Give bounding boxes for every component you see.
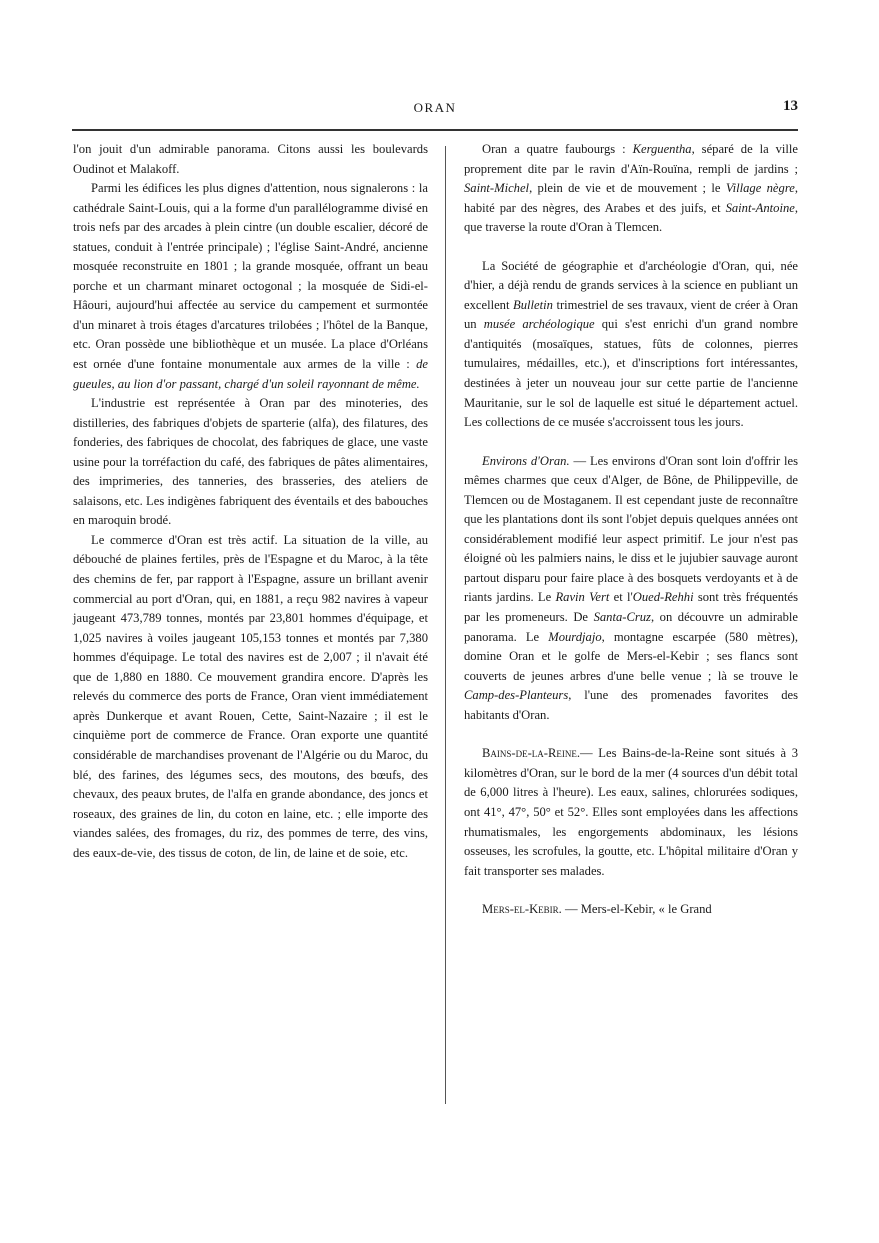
paragraph-panorama: l'on jouit d'un admirable panorama. Citons aussi les boulevards Oudinot et Malakoff. [73,142,428,176]
paragraph-societe [464,257,798,433]
paragraph-faubourgs [464,140,798,238]
italic-place: Santa-Cruz [593,610,651,625]
header-rule [72,129,798,131]
italic-place: Ravin Vert [555,590,610,605]
paragraph-bains [464,744,798,881]
text: trimestriel de ses travaux, vient de créer à Oran un [464,297,798,332]
section-heading-bains: Bains-de-la-Reine. [482,746,581,761]
text: — Mers-el-Kebir, « le Grand [561,902,712,917]
italic-term: Bulletin [513,297,553,312]
paragraph-industrie: L'industrie est représentée à Oran par des minoteries, des distilleries, des fabriques d'objets de sparterie (alfa), des filatures, des fonderies, des fabriques de chocolat, des fabriques de glace, une vaste usine pour la torréfaction du café, des fabriques de pâtes alimentaires, des imprimeries, des tanneries, des brasseries, des ateliers de salaisons, etc. Les indigènes fabriquent des éventails et des babouches en maroquin brodé. [73,396,428,528]
text: , montagne escarpée (580 mètres), domine Oran et le golfe de Mers-el-Kebir ; ses flancs sont couverts de jeunes arbres d'une belle venue ; là se trouve le [464,629,798,683]
section-heading-environs: Environs d'Oran. [482,453,570,468]
text: , que traverse la route d'Oran à Tlemcen. [464,200,798,235]
italic-place: Saint-Antoine [725,200,795,215]
paragraph-commerce: Le commerce d'Oran est très actif. La situation de la ville, au débouché de plaines fertiles, près de l'Espagne et du Maroc, à la tête des chemins de fer, par rapport à l'Espagne, assure un brillant avenir commercial au port d'Oran, qui, en 1881, a reçu 982 navires à vapeur jaugeant 473,789 tonnes, montés par 23,801 hommes d'équipage, et 1,025 navires à voiles jaugeant 105,153 tonnes et montés par 7,380 hommes d'équipage. Le total des navires est de 2,007 ; il n'avait été que de 1,880 en 1880. Ce mouvement grandira encore. D'après les relevés du commerce des ports de France, Oran vient immédiatement après Dunkerque et avant Rouen, Cette, Saint-Nazaire ; il est le cinquième port de commerce de France. Oran exporte une quantité considérable de marchandises provenant de l'Algérie ou du Maroc, du blé, des farines, des légumes secs, des moutons, des bœufs, des chevaux, des peaux brutes, de l'alfa en grande abondance, des joncs et roseaux, des graines de lin, du coton en laine, etc. ; elle importe des viandes salées, des fromages, du riz, des pommes de terre, des vins, des eaux-de-vie, des tissus de coton, de lin, de laine et de soie, etc. [73,532,428,860]
text: — Les Bains-de-la-Reine sont situés à 3 kilomètres d'Oran, sur le bord de la mer (4 sources d'un débit total de 6,000 litres à l'heure). Les eaux, salines, chlorurées sodiques, ont 41°, 47°, 50° et 52°. Elles sont employées dans les affections rhumatismales, les engorgements abdominaux, les lésions osseuses, les scrofules, la goutte, etc. L'hôpital militaire d'Oran y fait transporter ses malades. [464,746,798,878]
text: , l'une des promenades favorites des habitants d'Oran. [464,688,798,722]
running-title: ORAN [413,100,457,115]
italic-place: Mourdjajo [548,629,602,644]
italic-term: musée archéologique [483,317,595,332]
paragraph-environs [464,452,798,726]
italic-place: Oued-Rehhi [632,590,694,605]
text: Oran a quatre faubourgs : [482,142,633,156]
italic-place: Kerguentha [632,142,692,156]
text: , habité par des nègres, des Arabes et des juifs, et [464,181,798,215]
page-number: 13 [783,98,798,114]
text: , plein de vie et de mouvement ; le [529,181,726,196]
text: et l' [609,590,633,605]
paragraph-mers [464,900,798,920]
italic-place: Camp-des-Planteurs [464,688,569,703]
blazon-text: de gueules, au lion d'or passant, chargé d'un soleil rayonnant de même. [73,357,428,391]
column-divider [445,146,446,1104]
paragraph-edifices [73,179,428,394]
section-heading-mers: Mers-el-Kebir. [482,902,562,917]
left-column [73,140,428,863]
text: qui s'est enrichi d'un grand nombre d'antiquités (mosaïques, statues, fûts de colonnes, pierres tumulaires, médailles, etc.), et d'inscriptions fort intéressantes, destinées à jeter un nouveau jour sur cette partie de l'ancienne Mauritanie, sur le sol de laquelle est situé le département actuel. Les collections de ce musée s'accroissent tous les jours. [464,317,798,430]
text: La Société de géographie et d'archéologie d'Oran, qui, née d'hier, a déjà rendu de grands services à la science en publiant un excellent [464,258,798,312]
edifices-text: Parmi les édifices les plus dignes d'attention, nous signalerons : la cathédrale Saint-Louis, qui a la forme d'un parallélogramme divisé en trois nefs par des arcades à plein cintre (un double escalier, décoré de statues, conduit à l'entrée principale) ; l'église Saint-André, ancienne mosquée reconstruite en 1801 ; la grande mosquée, offrant un beau porche et un charmant minaret octogonal ; la mosquée de Sidi-el-Hâouri, aujourd'hui affectée au service du campement et surmontée d'un minaret à trois étages d'arcatures trilobées ; l'hôtel de la Banque, etc. Oran possède une bibliothèque et un musée. La place d'Orléans est ornée d'une fontaine monumentale aux armes de la ville : [73,181,428,372]
italic-place: Saint-Michel [464,181,530,196]
text: — Les environs d'Oran sont loin d'offrir les mêmes charmes que ceux d'Alger, de Bône, de Philippeville, de Tlemcen ou de Mostaganem. Il est cependant juste de reconnaître que les plantations dont ils sont l'objet depuis quelques années ont considérablement modifié leur aspect primitif. Le jour n'est pas éloigné où les palmiers nains, le diss et le jujubier sauvage auront partout disparu pour faire place à des bosquets verdoyants et à de riants jardins. Le [464,453,799,605]
text: , séparé de la ville proprement dite par le ravin d'Aïn-Rouïna, rempli de jardins ; [464,142,799,176]
text: , on découvre un admirable panorama. Le [464,610,798,644]
page-header [72,96,798,126]
right-column [464,140,798,920]
italic-place: Village nègre [725,181,795,196]
text: sont très fréquentés par les promeneurs. De [464,590,798,625]
